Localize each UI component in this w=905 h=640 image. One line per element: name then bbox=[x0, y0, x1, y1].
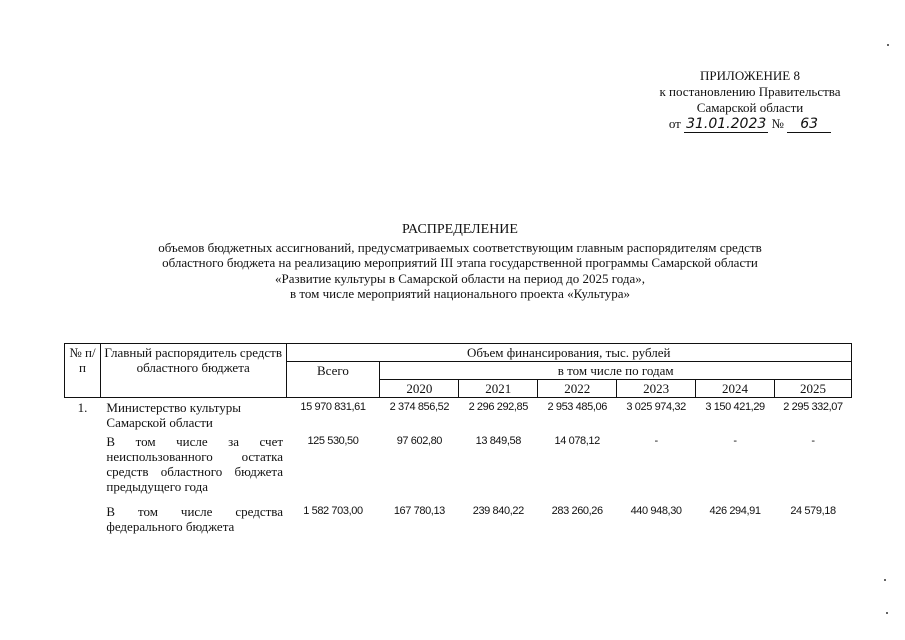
header-by-years: в том числе по годам bbox=[380, 362, 852, 380]
date-prefix: от bbox=[668, 116, 681, 131]
appendix-region: Самарской области bbox=[696, 100, 804, 115]
row-value: 167 780,13 bbox=[393, 505, 445, 517]
title-line-1: объемов бюджетных ассигнований, предусматриваемых соответствующим главным распорядителям средств bbox=[158, 239, 762, 255]
row-value: 24 579,18 bbox=[790, 505, 836, 517]
row-name: В том числе за счет неиспользованного остатка средств областного бюджета предыдущего года bbox=[106, 434, 284, 494]
header-year: 2023 bbox=[617, 380, 696, 398]
scan-speck bbox=[884, 579, 886, 581]
row-value: - bbox=[654, 435, 658, 447]
header-distributor: Главный распорядитель средств областного бюджета bbox=[100, 344, 286, 398]
row-value: 3 150 421,29 bbox=[705, 401, 765, 413]
appendix-date-line bbox=[630, 116, 870, 133]
handwritten-date: 31.01.2023 bbox=[686, 116, 767, 132]
header-year: 2024 bbox=[696, 380, 775, 398]
row-value: 239 840,22 bbox=[472, 505, 524, 517]
appendix-title: ПРИЛОЖЕНИЕ 8 bbox=[700, 68, 800, 83]
header-year: 2021 bbox=[459, 380, 538, 398]
document-title bbox=[80, 222, 840, 302]
distribution-table bbox=[64, 343, 852, 536]
title-line-2: областного бюджета на реализацию мероприятий III этапа государственной программы Самарской области bbox=[162, 255, 758, 270]
scan-speck bbox=[886, 612, 888, 614]
row-index bbox=[65, 432, 101, 496]
row-value: 13 849,58 bbox=[475, 435, 521, 447]
row-value: - bbox=[733, 435, 737, 447]
row-total: 15 970 831,61 bbox=[300, 401, 366, 413]
row-total: 125 530,50 bbox=[307, 435, 359, 447]
appendix-block bbox=[630, 68, 870, 133]
row-value: 2 296 292,85 bbox=[468, 401, 528, 413]
header-num: № п/п bbox=[65, 344, 101, 398]
row-index: 1. bbox=[77, 400, 88, 415]
row-value: 283 260,26 bbox=[551, 505, 603, 517]
title-line-3: «Развитие культуры в Самарской области на период до 2025 года», bbox=[275, 270, 645, 286]
row-index bbox=[65, 502, 101, 536]
row-value: 440 948,30 bbox=[630, 505, 682, 517]
header-year: 2022 bbox=[538, 380, 617, 398]
row-value: 426 294,91 bbox=[709, 505, 761, 517]
header-funding: Объем финансирования, тыс. рублей bbox=[286, 344, 851, 362]
row-total: 1 582 703,00 bbox=[303, 505, 363, 517]
row-name: В том числе средства федерального бюджета bbox=[106, 504, 284, 534]
number-prefix: № bbox=[771, 116, 784, 131]
row-value: 97 602,80 bbox=[396, 435, 443, 447]
scan-speck bbox=[887, 44, 889, 46]
header-total: Всего bbox=[286, 362, 380, 398]
row-value: 2 374 856,52 bbox=[389, 401, 450, 413]
row-value: 2 953 485,06 bbox=[547, 401, 607, 413]
row-name: Министерство культуры Самарской области bbox=[106, 400, 242, 430]
row-value: 3 025 974,32 bbox=[626, 401, 686, 413]
title-heading: РАСПРЕДЕЛЕНИЕ bbox=[402, 222, 518, 237]
table-row bbox=[65, 502, 852, 536]
header-year: 2025 bbox=[775, 380, 852, 398]
header-year: 2020 bbox=[380, 380, 459, 398]
handwritten-number: 63 bbox=[787, 117, 831, 133]
row-value: - bbox=[811, 435, 815, 447]
row-value: 2 295 332,07 bbox=[783, 401, 843, 413]
title-line-4: в том числе мероприятий национального проекта «Культура» bbox=[290, 286, 630, 301]
table-row bbox=[65, 398, 852, 433]
row-value: 14 078,12 bbox=[554, 435, 600, 447]
table-row bbox=[65, 432, 852, 496]
appendix-decree: к постановлению Правительства bbox=[659, 84, 841, 99]
